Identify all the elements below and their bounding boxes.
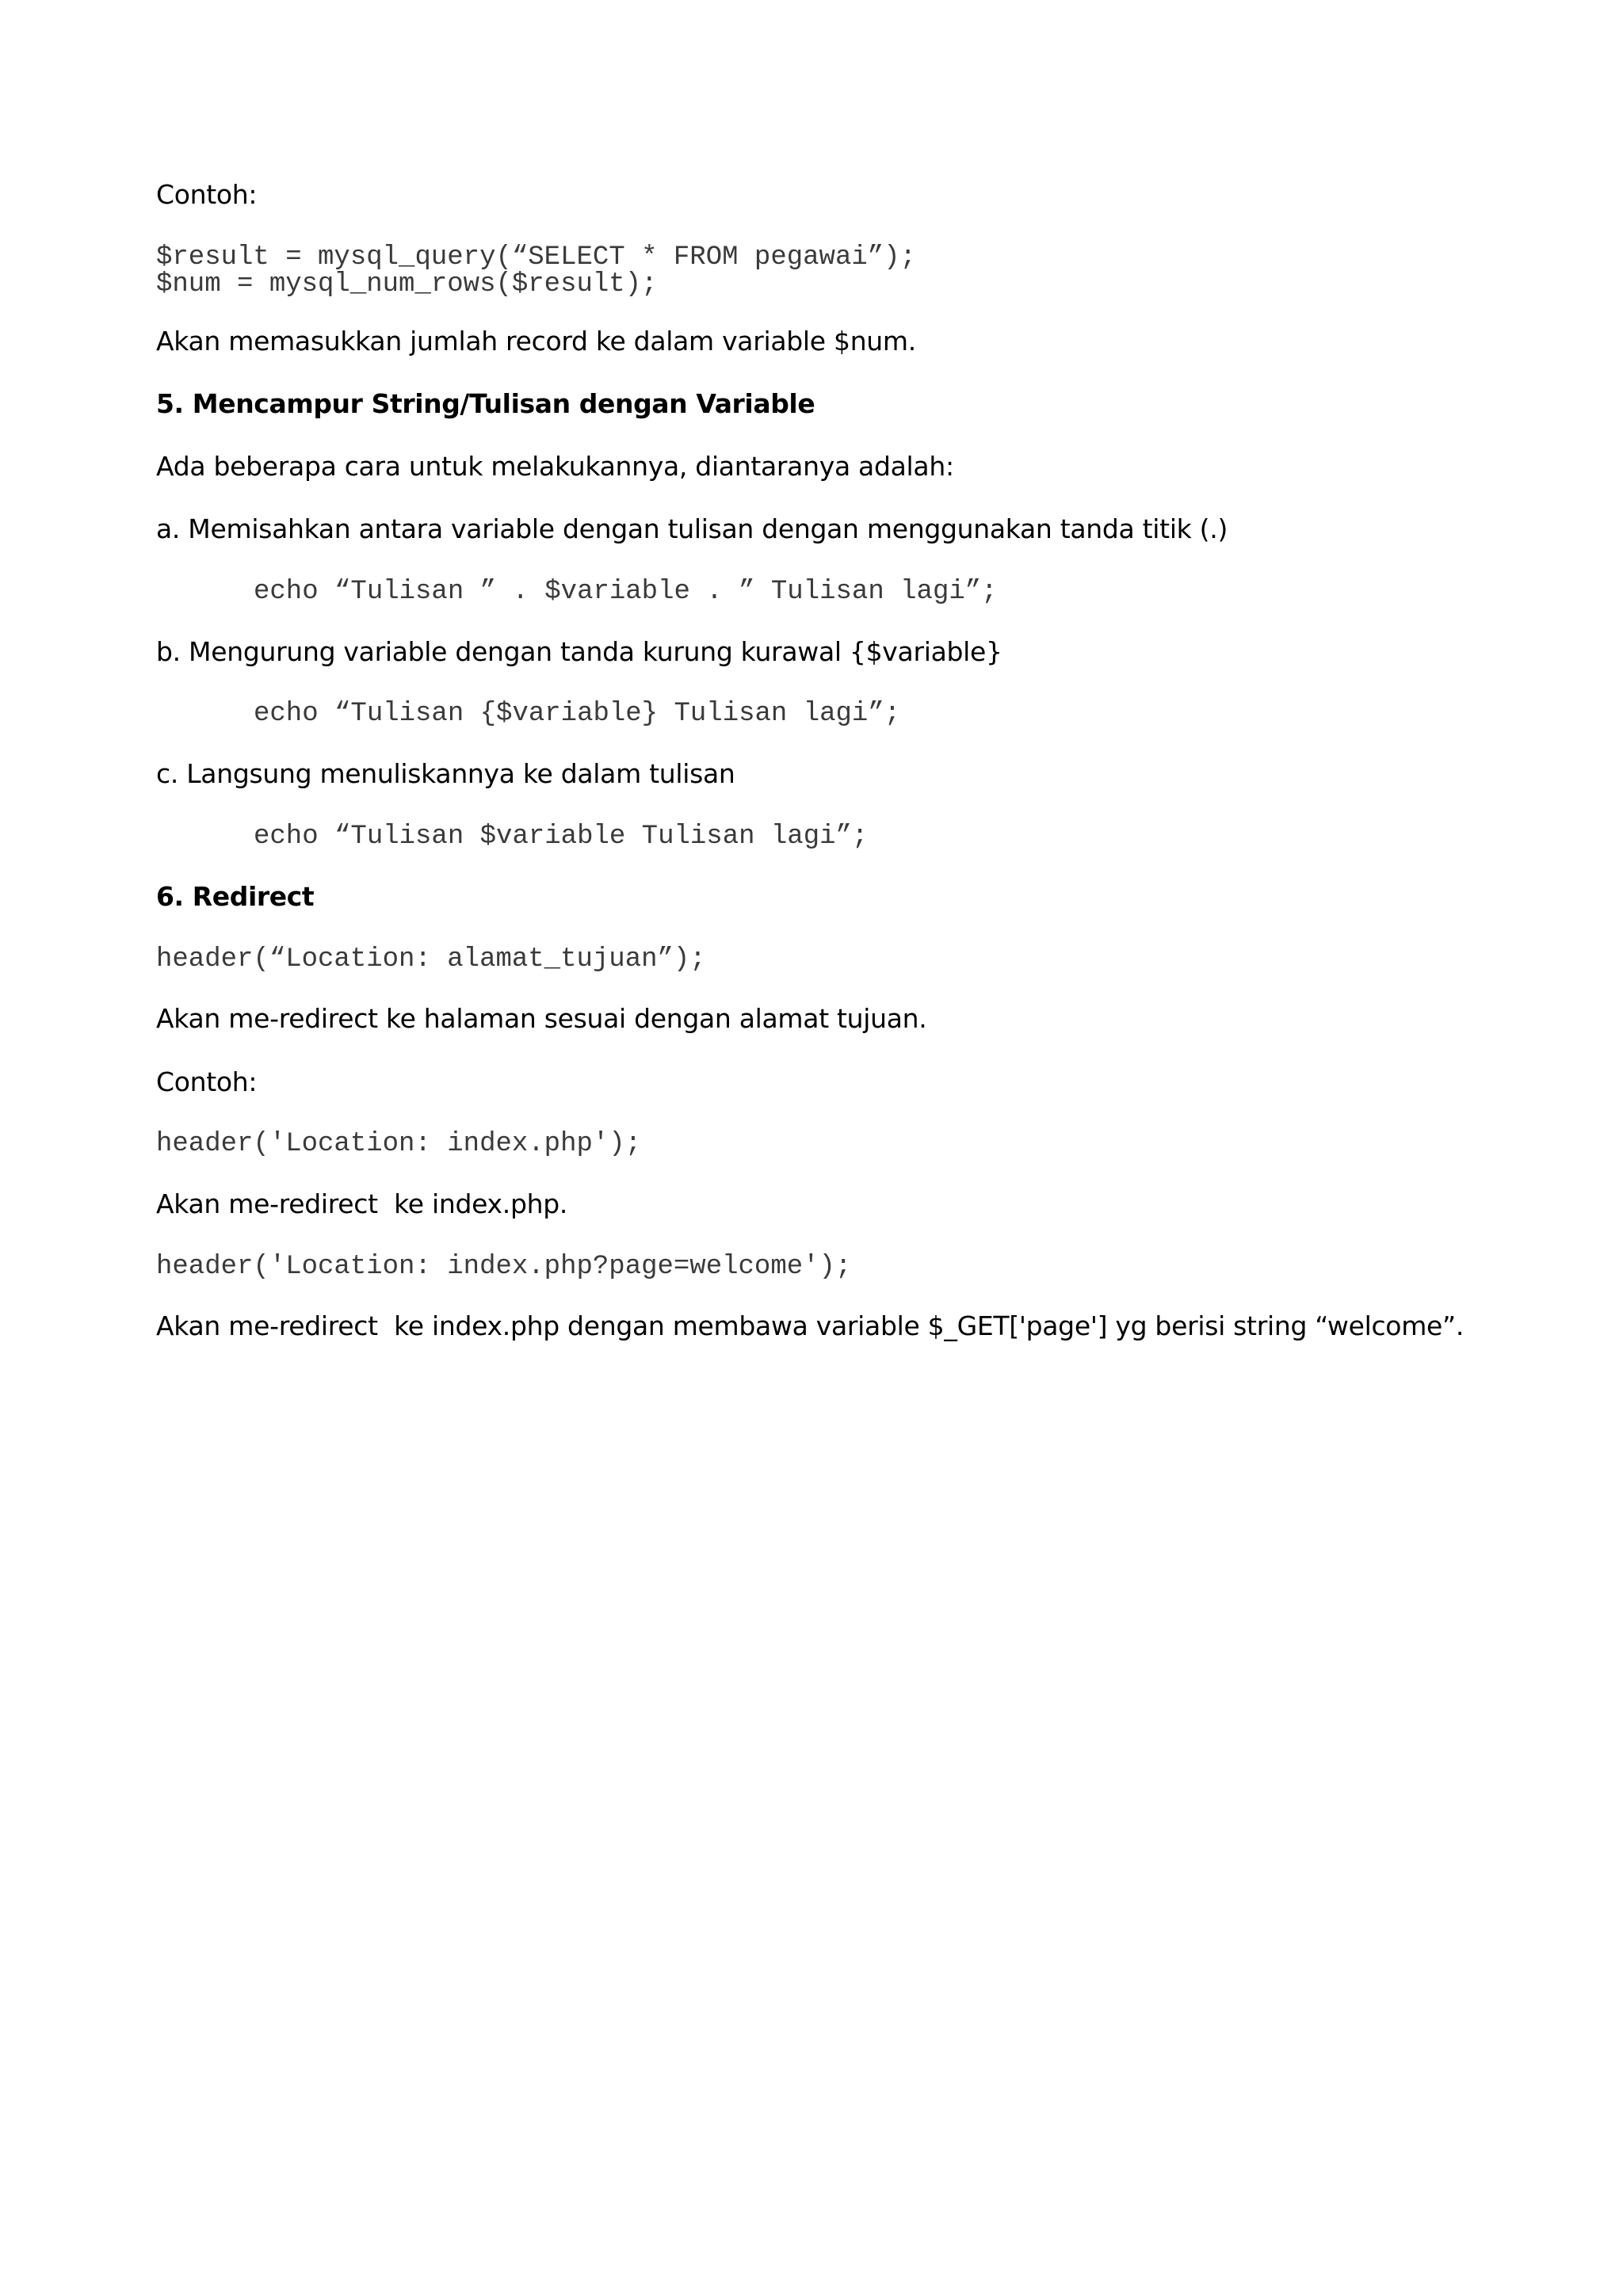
code-line: header(“Location: alamat_tujuan”); [156,944,706,974]
paragraph: Ada beberapa cara untuk melakukannya, diantaranya adalah: [156,451,954,482]
code-line: echo “Tulisan ” . $variable . ” Tulisan lagi”; [254,577,998,607]
code-line: $result = mysql_query(“SELECT * FROM pegawai”); [156,242,916,273]
code-line: header('Location: index.php?page=welcome'); [156,1252,852,1282]
paragraph: Akan me-redirect ke index.php. [156,1188,568,1219]
section-heading: 6. Redirect [156,881,315,912]
list-item-label: a. Memisahkan antara variable dengan tulisan dengan menggunakan tanda titik (.) [156,513,1228,544]
paragraph: Akan me-redirect ke halaman sesuai dengan alamat tujuan. [156,1003,927,1034]
code-line: header('Location: index.php'); [156,1129,642,1159]
list-item-label: c. Langsung menuliskannya ke dalam tulisan [156,758,735,789]
code-line: $num = mysql_num_rows($result); [156,269,658,299]
example-label: Contoh: [156,1066,258,1097]
example-label: Contoh: [156,179,258,210]
paragraph: Akan me-redirect ke index.php dengan membawa variable $_GET['page'] yg berisi string “welcome”. [156,1310,1465,1341]
list-item-label: b. Mengurung variable dengan tanda kurung kurawal {$variable} [156,636,1002,667]
paragraph: Akan memasukkan jumlah record ke dalam variable $num. [156,326,916,357]
code-line: echo “Tulisan {$variable} Tulisan lagi”; [254,699,901,729]
section-heading: 5. Mencampur String/Tulisan dengan Variable [156,388,815,419]
code-line: echo “Tulisan $variable Tulisan lagi”; [254,822,869,852]
